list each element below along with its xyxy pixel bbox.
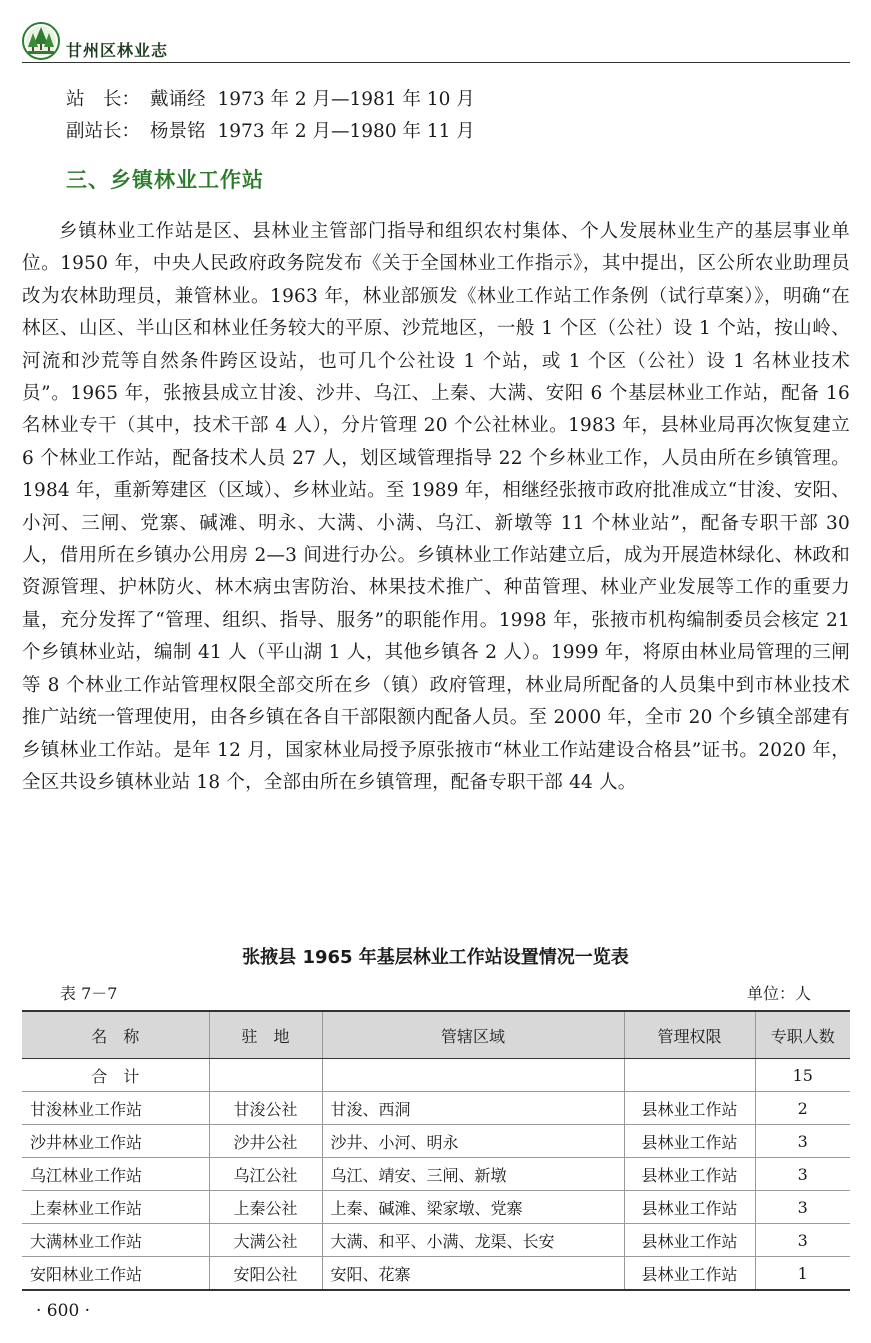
- cell-count: 3: [755, 1224, 850, 1257]
- cell-name: 沙井林业工作站: [22, 1125, 209, 1158]
- cell-authority: 县林业工作站: [624, 1158, 755, 1191]
- col-header-count: 专职人数: [755, 1011, 850, 1059]
- table-total-row: [22, 1059, 850, 1092]
- cell-area: 沙井、小河、明永: [322, 1125, 624, 1158]
- table-row: [22, 1224, 850, 1257]
- table-row: [22, 1191, 850, 1224]
- cell-name: 甘浚林业工作站: [22, 1092, 209, 1125]
- book-title: 甘州区林业志: [66, 41, 169, 60]
- header-divider: [22, 62, 850, 63]
- cell-count: 3: [755, 1191, 850, 1224]
- cell-area: 甘浚、西洞: [322, 1092, 624, 1125]
- page-header: [22, 22, 850, 64]
- total-count: 15: [755, 1059, 850, 1092]
- cell-site: 甘浚公社: [209, 1092, 322, 1125]
- table-header-row: [22, 1011, 850, 1059]
- station-chief-line: [66, 84, 475, 116]
- cell-authority: 县林业工作站: [624, 1092, 755, 1125]
- cell-name: 安阳林业工作站: [22, 1257, 209, 1291]
- col-header-area: 管辖区域: [322, 1011, 624, 1059]
- table-cell: [322, 1059, 624, 1092]
- table-row: [22, 1257, 850, 1291]
- leader-name: 杨景铭: [150, 121, 206, 142]
- cell-area: 上秦、碱滩、梁家墩、党寨: [322, 1191, 624, 1224]
- stations-table: [22, 1010, 850, 1291]
- cell-site: 沙井公社: [209, 1125, 322, 1158]
- cell-count: 3: [755, 1125, 850, 1158]
- cell-site: 大满公社: [209, 1224, 322, 1257]
- cell-site: 安阳公社: [209, 1257, 322, 1291]
- table-row: [22, 1092, 850, 1125]
- cell-authority: 县林业工作站: [624, 1191, 755, 1224]
- cell-name: 乌江林业工作站: [22, 1158, 209, 1191]
- deputy-chief-line: [66, 116, 475, 148]
- leader-name: 戴诵经: [150, 89, 206, 110]
- col-header-name: 名 称: [22, 1011, 209, 1059]
- leader-term: 1973 年 2 月—1980 年 11 月: [217, 121, 475, 142]
- forestry-logo-icon: [22, 22, 60, 60]
- page-number: · 600 ·: [36, 1301, 91, 1321]
- cell-area: 安阳、花寨: [322, 1257, 624, 1291]
- col-header-site: 驻 地: [209, 1011, 322, 1059]
- leader-role: 站 长：: [66, 89, 141, 110]
- cell-area: 乌江、靖安、三闸、新墩: [322, 1158, 624, 1191]
- table-unit: 单位：人: [746, 984, 811, 1003]
- cell-authority: 县林业工作站: [624, 1224, 755, 1257]
- cell-site: 乌江公社: [209, 1158, 322, 1191]
- table-title: 张掖县 1965 年基层林业工作站设置情况一览表: [242, 947, 629, 968]
- table-row: [22, 1125, 850, 1158]
- body-paragraph: 乡镇林业工作站是区、县林业主管部门指导和组织农村集体、个人发展林业生产的基层事业单位。1950 年，中央人民政府政务院发布《关于全国林业工作指示》，其中提出，区公所农业助理员改为农林助理员，兼管林业。1963 年，林业部颁发《林业工作站工作条例（试行草案）》，明确“在林区、山区、半山区和林业任务较大的平原、沙荒地区，一般 1 个区（公社）设 1 个站，按山岭、河流和沙荒等自然条件跨区设站，也可几个公社设 1 个站，或 1 个区（公社）设 1 名林业技术员”。1965 年，张掖县成立甘浚、沙井、乌江、上秦、大满、安阳 6 个基层林业工作站，配备 16 名林业专干（其中，技术干部 4 人），分片管理 20 个公社林业。1983 年，县林业局再次恢复建立 6 个林业工作站，配备技术人员 27 人，划区域管理指导 22 个乡林业工作，人员由所在乡镇管理。1984 年，重新筹建区（区域）、乡林业站。至 1989 年，相继经张掖市政府批准成立“甘浚、安阳、小河、三闸、党寨、碱滩、明永、大满、小满、乌江、新墩等 11 个林业站”，配备专职干部 30 人，借用所在乡镇办公用房 2—3 间进行办公。乡镇林业工作站建立后，成为开展造林绿化、林政和资源管理、护林防火、林木病虫害防治、林果技术推广、种苗管理、林业产业发展等工作的重要力量，充分发挥了“管理、组织、指导、服务”的职能作用。1998 年，张掖市机构编制委员会核定 21 个乡镇林业站，编制 41 人（平山湖 1 人，其他乡镇各 2 人）。1999 年，将原由林业局管理的三闸等 8 个林业工作站管理权限全部交所在乡（镇）政府管理，林业局所配备的人员集中到市林业技术推广站统一管理使用，由各乡镇在各自干部限额内配备人员。至 2000 年，全市 20 个乡镇全部建有乡镇林业工作站。是年 12 月，国家林业局授予原张掖市“林业工作站建设合格县”证书。2020 年，全区共设乡镇林业站 18 个，全部由所在乡镇管理，配备专职干部 44 人。: [22, 221, 850, 793]
- cell-name: 上秦林业工作站: [22, 1191, 209, 1224]
- table-number: 表 7－7: [60, 984, 118, 1003]
- cell-authority: 县林业工作站: [624, 1257, 755, 1291]
- cell-count: 1: [755, 1257, 850, 1291]
- cell-name: 大满林业工作站: [22, 1224, 209, 1257]
- cell-area: 大满、和平、小满、龙渠、长安: [322, 1224, 624, 1257]
- section-heading: 三、乡镇林业工作站: [66, 168, 264, 192]
- cell-site: 上秦公社: [209, 1191, 322, 1224]
- cell-count: 2: [755, 1092, 850, 1125]
- cell-authority: 县林业工作站: [624, 1125, 755, 1158]
- table-cell: [624, 1059, 755, 1092]
- leader-role: 副站长：: [66, 121, 141, 142]
- cell-count: 3: [755, 1158, 850, 1191]
- col-header-authority: 管理权限: [624, 1011, 755, 1059]
- table-cell: [209, 1059, 322, 1092]
- total-label: 合 计: [22, 1059, 209, 1092]
- table-row: [22, 1158, 850, 1191]
- leader-term: 1973 年 2 月—1981 年 10 月: [217, 89, 475, 110]
